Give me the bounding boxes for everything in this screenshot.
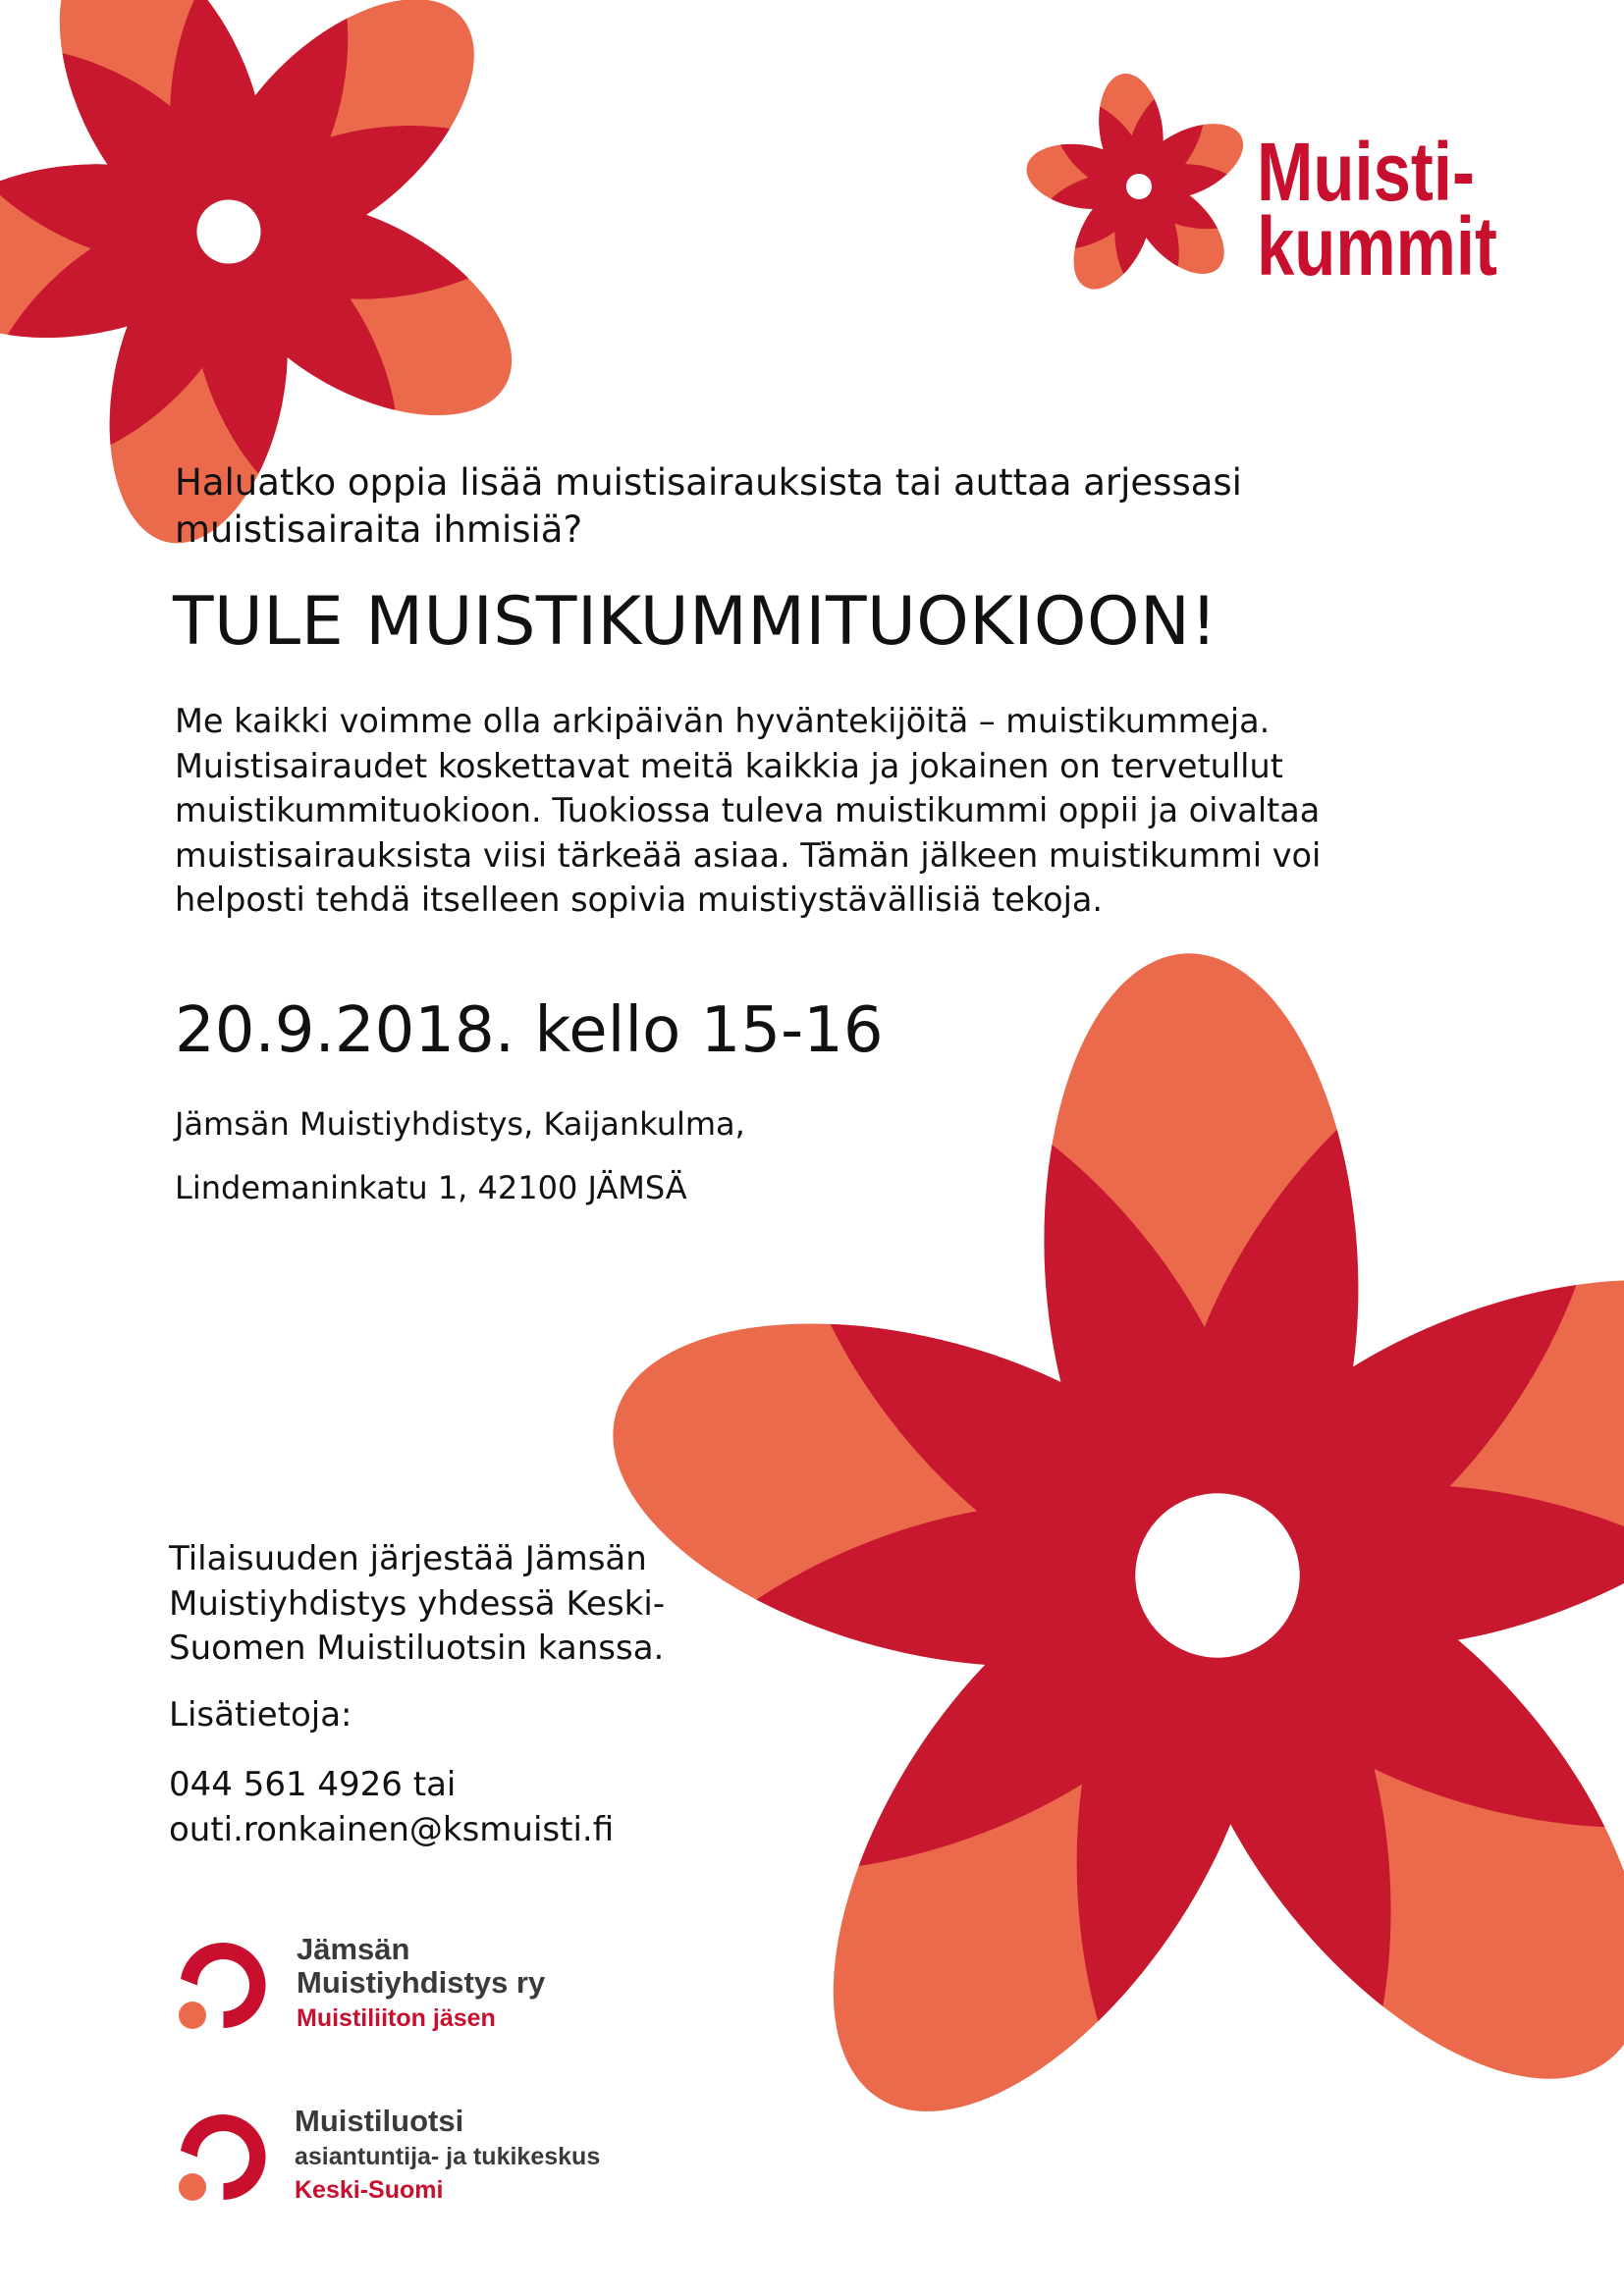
logo-mark-icon	[167, 1929, 280, 2042]
body-paragraph	[175, 699, 1412, 923]
event-venue: Jämsän Muistiyhdistys, Kaijankulma,	[175, 1105, 745, 1143]
contact-email: outi.ronkainen@ksmuisti.fi	[169, 1810, 615, 1849]
logo1-line1: Jämsän	[297, 1932, 410, 1966]
body-line: muistisairauksista viisi tärkeää asiaa. Tämän jälkeen muistikummi voi	[175, 835, 1322, 875]
organizer-line: Muistiyhdistys yhdessä Keski-	[169, 1583, 666, 1624]
event-datetime: 20.9.2018. kello 15-16	[175, 994, 884, 1067]
event-address: Lindemaninkatu 1, 42100 JÄMSÄ	[175, 1169, 687, 1206]
contact-info	[169, 1762, 614, 1852]
brand-line2: kummit	[1257, 200, 1497, 293]
body-line: Me kaikki voimme olla arkipäivän hyväntekijöitä – muistikummeja.	[175, 702, 1271, 740]
body-line: helposti tehdä itselleen sopivia muistiystävällisiä tekoja.	[175, 881, 1104, 919]
contact-phone: 044 561 4926 tai	[169, 1765, 457, 1804]
logo2-line1: Muistiluotsi	[295, 2104, 464, 2138]
brand-line1: Muisti-	[1257, 126, 1475, 218]
muistikummit-logo	[1021, 74, 1624, 299]
body-line: muistikummituokioon. Tuokiossa tuleva muistikummi oppii ja oivaltaa	[175, 791, 1321, 829]
logo2-line3: Keski-Suomi	[295, 2176, 444, 2204]
intro-question: Haluatko oppia lisää muistisairauksista tai auttaa arjessasi muistisairaita ihmisiä?	[175, 461, 1242, 551]
logo2-line2: asiantuntija- ja tukikeskus	[295, 2143, 601, 2170]
organizer-text	[169, 1537, 719, 1672]
jamsan-muistiyhdistys-logo	[167, 1929, 579, 2047]
headline: TULE MUISTIKUMMITUOKIOON!	[173, 583, 1218, 661]
organizer-line: Tilaisuuden järjestää Jämsän	[169, 1539, 647, 1578]
logo1-line3: Muistiliiton jäsen	[297, 2004, 496, 2032]
muistikummit-flower-icon	[1021, 74, 1257, 299]
muistiluotsi-logo	[167, 2101, 619, 2218]
organizer-line: Suomen Muistiluotsin kanssa.	[169, 1629, 665, 1668]
body-line: Muistisairaudet koskettavat meitä kaikkia ja jokainen on tervetullut	[175, 746, 1283, 785]
logo-mark-icon	[167, 2101, 280, 2214]
info-label: Lisätietoja:	[169, 1695, 352, 1735]
logo1-line2: Muistiyhdistys ry	[297, 1965, 546, 2000]
